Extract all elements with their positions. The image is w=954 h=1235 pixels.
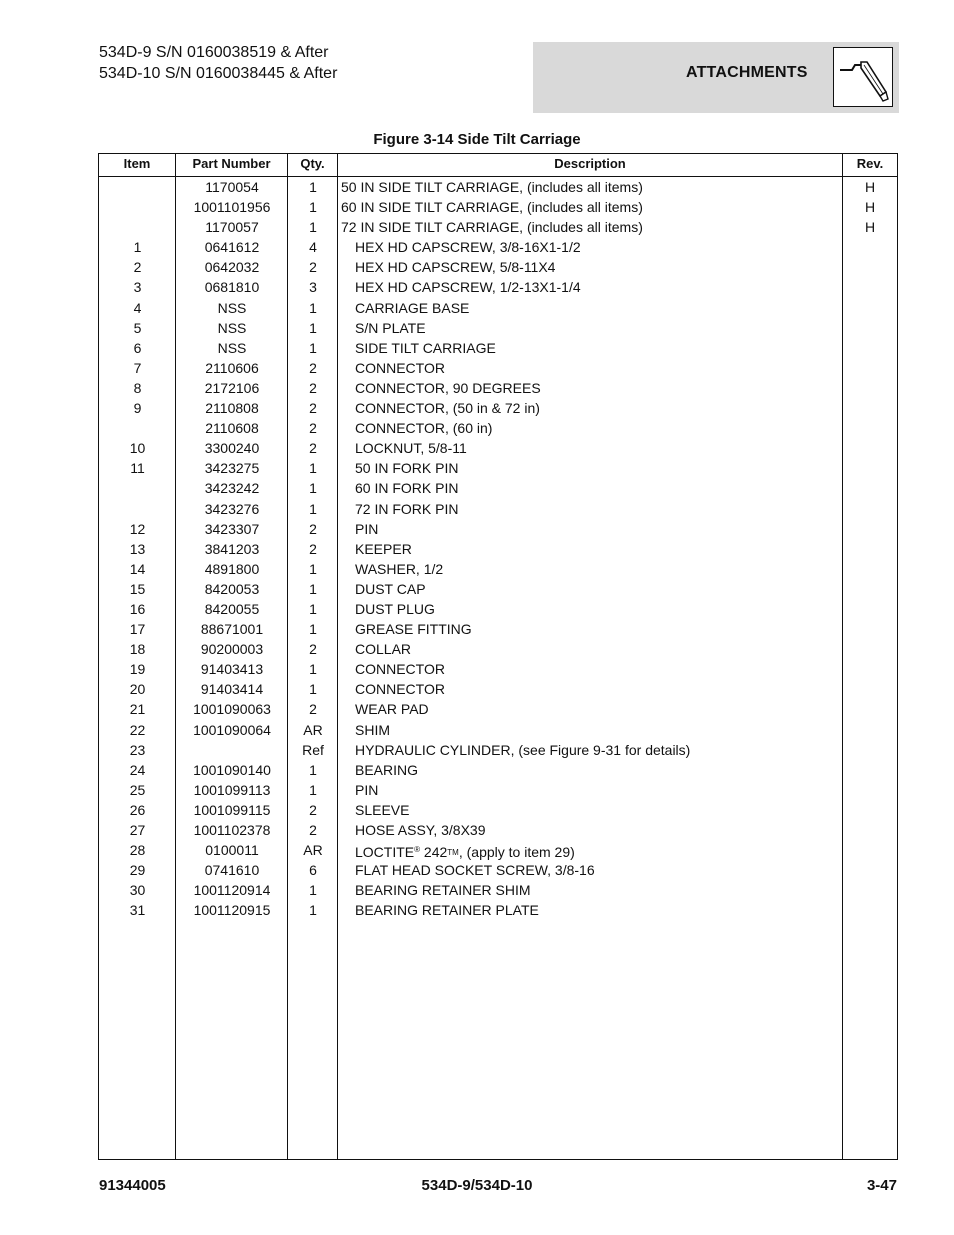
quantity: 4: [309, 239, 317, 256]
table-row: [99, 559, 897, 579]
quantity: 1: [309, 902, 317, 919]
item-number: 16: [129, 600, 146, 617]
item-number: 28: [129, 842, 146, 859]
part-number: 3423307: [204, 520, 260, 537]
description: GREASE FITTING: [355, 621, 472, 638]
part-number: 1170057: [205, 219, 259, 236]
description-part: ®: [414, 845, 421, 855]
item-number: 24: [129, 761, 146, 778]
description: LOCKNUT, 5/8-11: [355, 440, 467, 457]
description: CARRIAGE BASE: [355, 299, 470, 316]
description: HEX HD CAPSCREW, 5/8-11X4: [355, 259, 556, 276]
table-row: [99, 318, 897, 338]
table-row: [99, 880, 897, 900]
section-title: ATTACHMENTS: [686, 64, 808, 81]
description: SLEEVE: [355, 801, 410, 818]
item-number: 26: [129, 801, 146, 818]
col-header-rev: Rev.: [856, 156, 884, 171]
serial-line-1: 534D-9 S/N 0160038519 & After: [99, 44, 329, 61]
table-row: [99, 860, 897, 880]
table-row: [99, 398, 897, 418]
page-number: 3-47: [866, 1177, 897, 1194]
table-row: [99, 298, 897, 318]
part-number: 1001101956: [193, 199, 271, 216]
description-part: 242: [420, 844, 448, 861]
quantity: 2: [309, 641, 317, 658]
quantity: 1: [309, 621, 317, 638]
part-number: 1170054: [205, 179, 259, 195]
item-number: 9: [133, 400, 142, 417]
table-row: [99, 438, 897, 458]
table-row: [99, 639, 897, 659]
description: CONNECTOR, 90 DEGREES: [355, 379, 541, 396]
quantity: 6: [309, 862, 317, 879]
col-header-description: Description: [554, 156, 626, 171]
part-number: 3423276: [204, 500, 260, 517]
description: 50 IN SIDE TILT CARRIAGE, (includes all items): [341, 179, 643, 195]
description: HYDRAULIC CYLINDER, (see Figure 9-31 for details): [355, 741, 691, 758]
item-number: 31: [129, 902, 146, 919]
table-row: [99, 358, 897, 378]
part-number: 4891800: [204, 560, 260, 577]
description: DUST PLUG: [355, 600, 435, 617]
model-label: 534D-9/534D-10: [421, 1177, 533, 1194]
description: PIN: [355, 781, 379, 798]
table-row: [99, 900, 897, 920]
part-number: 2110608: [205, 420, 259, 437]
description: SIDE TILT CARRIAGE: [355, 339, 496, 356]
part-number: 1001120915: [193, 902, 271, 919]
part-number: 0641612: [204, 239, 260, 256]
revision: H: [864, 219, 876, 236]
item-number: 14: [129, 560, 146, 577]
description: HOSE ASSY, 3/8X39: [355, 822, 486, 838]
part-number: 88671001: [200, 621, 264, 638]
table-row: [99, 699, 897, 719]
table-row: [99, 539, 897, 559]
quantity: AR: [303, 842, 323, 859]
table-row: [99, 519, 897, 539]
table-row: [99, 257, 897, 277]
table-row: [99, 499, 897, 519]
table-row: [99, 478, 897, 498]
description: S/N PLATE: [355, 319, 426, 336]
item-number: 29: [129, 862, 146, 879]
table-row: [99, 820, 897, 840]
wrench-icon: [833, 47, 893, 107]
part-number: 3423275: [204, 460, 260, 477]
table-row: [99, 840, 897, 860]
doc-number: 91344005: [99, 1177, 166, 1194]
item-number: 7: [133, 359, 142, 376]
table-row: [99, 338, 897, 358]
table-row: [99, 740, 897, 760]
quantity: 1: [309, 661, 317, 678]
item-number: 22: [129, 721, 146, 738]
table-row: [99, 197, 897, 217]
machine-serial-header: [99, 42, 337, 84]
quantity: 2: [309, 379, 317, 396]
description: WEAR PAD: [355, 701, 429, 718]
description: 72 IN FORK PIN: [355, 500, 459, 517]
quantity: 1: [309, 480, 317, 497]
description-part: LOCTITE: [355, 844, 415, 861]
item-number: 13: [129, 540, 146, 557]
quantity: 1: [309, 299, 317, 316]
col-header-item: Item: [123, 156, 151, 171]
table-row: [99, 800, 897, 820]
item-number: 30: [129, 882, 146, 899]
description: KEEPER: [355, 540, 412, 557]
part-number: NSS: [217, 339, 247, 356]
description-part: TM: [447, 848, 459, 858]
part-number: 0741610: [204, 862, 260, 879]
description: BEARING RETAINER PLATE: [355, 902, 539, 919]
table-row: [99, 237, 897, 257]
part-number: 1001090063: [193, 701, 271, 718]
description: 72 IN SIDE TILT CARRIAGE, (includes all items): [341, 219, 643, 236]
item-number: 4: [133, 299, 142, 316]
quantity: 1: [309, 199, 317, 216]
figure-title: Figure 3-14 Side Tilt Carriage: [373, 131, 581, 148]
part-number: 3841203: [204, 540, 260, 557]
item-number: 21: [129, 701, 146, 718]
quantity: AR: [303, 721, 323, 738]
quantity: 2: [309, 440, 317, 457]
quantity: 2: [309, 359, 317, 376]
quantity: 1: [309, 219, 317, 236]
description: 60 IN FORK PIN: [355, 480, 459, 497]
part-number: 91403414: [200, 681, 264, 698]
description: HEX HD CAPSCREW, 1/2-13X1-1/4: [355, 279, 581, 296]
part-number: 0100011: [205, 842, 259, 859]
quantity: 2: [309, 400, 317, 417]
quantity: 2: [309, 822, 317, 838]
quantity: 2: [309, 520, 317, 537]
table-row: [99, 599, 897, 619]
description: SHIM: [355, 721, 390, 738]
quantity: 1: [309, 882, 317, 899]
item-number: 3: [133, 279, 142, 296]
description: 50 IN FORK PIN: [355, 460, 459, 477]
item-number: 1: [133, 239, 142, 256]
col-header-qty: Qty.: [300, 156, 325, 171]
description: WASHER, 1/2: [355, 560, 444, 577]
description: DUST CAP: [355, 580, 426, 597]
item-number: 11: [130, 460, 145, 477]
part-number: 90200003: [200, 641, 264, 658]
table-row: [99, 659, 897, 679]
part-number: 91403413: [200, 661, 264, 678]
quantity: 1: [309, 500, 317, 517]
item-number: 2: [133, 259, 142, 276]
description: 60 IN SIDE TILT CARRIAGE, (includes all items): [341, 199, 643, 216]
quantity: 1: [309, 781, 317, 798]
description: COLLAR: [355, 641, 412, 658]
item-number: 6: [133, 339, 142, 356]
quantity: 2: [309, 540, 317, 557]
item-number: 8: [133, 379, 142, 396]
quantity: 2: [309, 701, 317, 718]
description: CONNECTOR, (60 in): [355, 420, 493, 437]
table-row: [99, 679, 897, 699]
quantity: 1: [309, 600, 317, 617]
part-number: 8420055: [204, 600, 260, 617]
part-number: 1001099115: [193, 801, 271, 818]
table-row: [99, 177, 897, 197]
description-part: , (apply to item 29): [458, 844, 575, 861]
item-number: 18: [129, 641, 146, 658]
description: CONNECTOR: [355, 661, 445, 678]
description: CONNECTOR: [355, 359, 445, 376]
quantity: 1: [309, 179, 317, 195]
table-row: [99, 780, 897, 800]
quantity: 2: [309, 420, 317, 437]
quantity: 1: [309, 580, 317, 597]
description: BEARING RETAINER SHIM: [355, 882, 531, 899]
table-row: [99, 458, 897, 478]
table-row: [99, 418, 897, 438]
table-row: [99, 217, 897, 237]
description: PIN: [355, 520, 379, 537]
table-row: [99, 277, 897, 297]
description: CONNECTOR, (50 in & 72 in): [355, 400, 540, 417]
description: CONNECTOR: [355, 681, 445, 698]
item-number: 27: [129, 822, 146, 838]
part-number: 1001120914: [193, 882, 271, 899]
part-number: NSS: [217, 319, 247, 336]
quantity: 1: [309, 761, 317, 778]
part-number: 3300240: [204, 440, 260, 457]
quantity: 3: [309, 279, 317, 296]
item-number: 12: [129, 520, 146, 537]
revision: H: [864, 179, 876, 195]
part-number: 2110808: [205, 400, 259, 417]
part-number: 1001102378: [193, 822, 271, 838]
table-row: [99, 378, 897, 398]
item-number: 10: [129, 440, 146, 457]
quantity: Ref: [302, 741, 324, 758]
quantity: 1: [309, 681, 317, 698]
part-number: 3423242: [204, 480, 260, 497]
item-number: 25: [129, 781, 146, 798]
parts-table: [98, 153, 898, 1160]
part-number: NSS: [217, 299, 247, 316]
part-number: 1001090064: [193, 721, 271, 738]
table-row: [99, 720, 897, 740]
table-row: [99, 760, 897, 780]
part-number: 1001099113: [193, 781, 271, 798]
item-number: 15: [129, 580, 146, 597]
quantity: 1: [309, 560, 317, 577]
part-number: 8420053: [204, 580, 260, 597]
table-row: [99, 619, 897, 639]
item-number: 23: [129, 741, 146, 758]
part-number: 2110606: [205, 359, 259, 376]
serial-line-2: 534D-10 S/N 0160038445 & After: [99, 65, 338, 82]
quantity: 2: [309, 801, 317, 818]
quantity: 2: [309, 259, 317, 276]
item-number: 19: [129, 661, 146, 678]
part-number: 0681810: [204, 279, 260, 296]
description: HEX HD CAPSCREW, 3/8-16X1-1/2: [355, 239, 581, 256]
item-number: 5: [133, 319, 142, 336]
description: BEARING: [355, 761, 419, 778]
col-header-part-number: Part Number: [192, 156, 271, 171]
quantity: 1: [309, 339, 317, 356]
description: FLAT HEAD SOCKET SCREW, 3/8-16: [355, 862, 595, 879]
table-row: [99, 579, 897, 599]
part-number: 2172106: [204, 379, 260, 396]
item-number: 17: [129, 621, 146, 638]
revision: H: [864, 199, 876, 216]
quantity: 1: [309, 460, 317, 477]
table-body: [99, 177, 897, 920]
part-number: 1001090140: [193, 761, 271, 778]
item-number: 20: [129, 681, 146, 698]
quantity: 1: [309, 319, 317, 336]
part-number: 0642032: [204, 259, 260, 276]
